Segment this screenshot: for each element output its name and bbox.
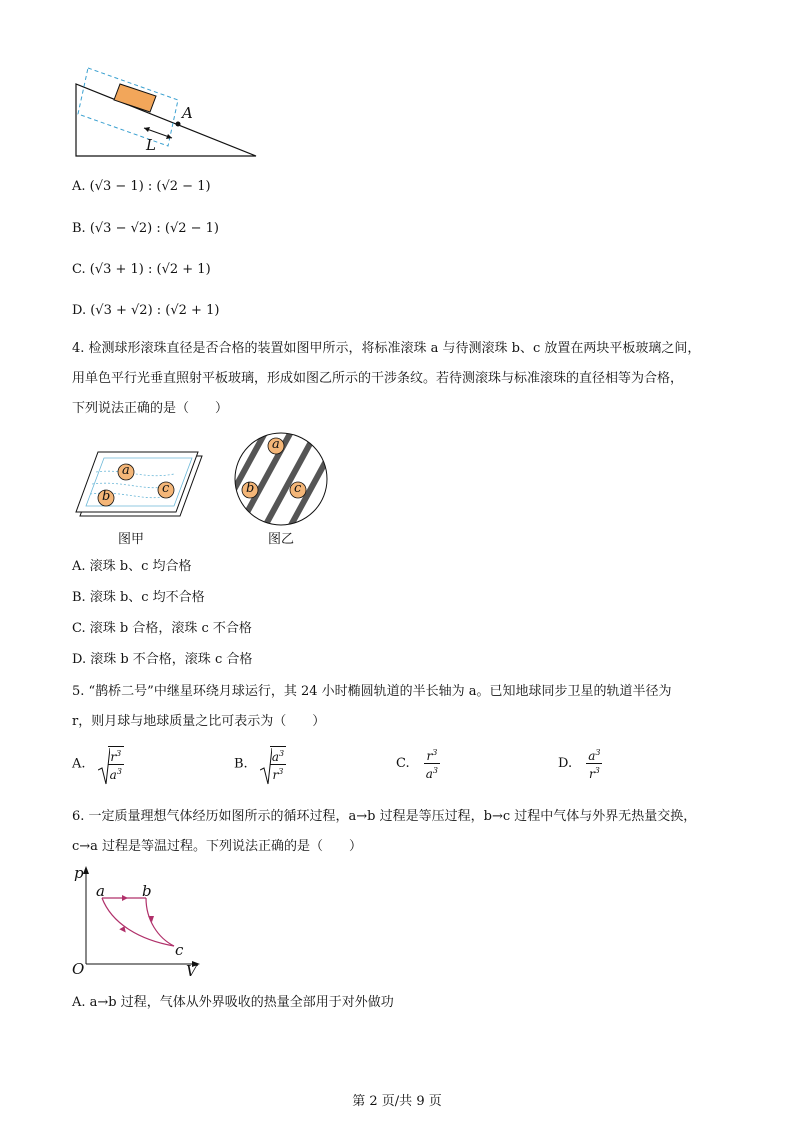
q4-option-c: C. 滚珠 b 合格，滚珠 c 不合格 <box>72 621 252 636</box>
q5-text-line2: r，则月球与地球质量之比可表示为（ ） <box>72 714 326 729</box>
q5-option-c: C. $\frac{r^3}{a^3}$ <box>396 748 439 781</box>
q3-option-b: B. (√3 − √2) : (√2 − 1) <box>72 221 219 236</box>
q5-option-a-letter: A. <box>72 756 86 772</box>
q4-text-line2: 用单色平行光垂直照射平板玻璃，形成如图乙所示的干涉条纹。若待测滚珠与标准滚珠的直径相等为合格， <box>72 371 684 386</box>
ball-label-c-left: c <box>162 481 170 496</box>
q4-option-a: A. 滚珠 b、c 均合格 <box>72 559 192 574</box>
q4-text-line3: 下列说法正确的是（ ） <box>72 401 229 416</box>
glass-plates-figure <box>74 450 214 524</box>
q6-text-line2: c→a 过程是等温过程。下列说法正确的是（ ） <box>72 839 363 854</box>
point-b-label: b <box>142 882 152 900</box>
fig-yi-caption: 图乙 <box>268 532 295 547</box>
q5-option-a: A. $\frac{r^3}{a^3}$ <box>72 746 124 782</box>
page-footer: 第 2 页/共 9 页 <box>352 1094 442 1109</box>
q5-option-b: B. $\frac{a^3}{r^3}$ <box>234 746 286 782</box>
ball-label-a-right: a <box>272 437 280 452</box>
interference-pattern-figure <box>232 430 330 528</box>
q6-option-a: A. a→b 过程，气体从外界吸收的热量全部用于对外做功 <box>72 995 394 1010</box>
q5-option-c-letter: C. <box>396 756 410 771</box>
label-L: L <box>146 136 156 154</box>
fig-jia-caption: 图甲 <box>118 532 145 547</box>
pv-diagram <box>70 864 210 974</box>
point-c-label: c <box>175 941 184 959</box>
q3-option-a: A. (√3 − 1) : (√2 − 1) <box>72 179 211 194</box>
q5-option-d: D. $\frac{a^3}{r^3}$ <box>558 748 601 781</box>
incline-figure <box>70 64 270 164</box>
q5-text-line1: 5. “鹊桥二号”中继星环绕月球运行，其 24 小时椭圆轨道的半长轴为 a。已知地球同步卫星的轨道半径为 <box>72 684 672 699</box>
q5-option-d-letter: D. <box>558 756 573 771</box>
q4-option-b: B. 滚珠 b、c 均不合格 <box>72 590 205 605</box>
ball-label-b-left: b <box>102 489 111 504</box>
q3-option-c: C. (√3 + 1) : (√2 + 1) <box>72 262 211 277</box>
q5-option-b-letter: B. <box>234 756 248 772</box>
q4-option-d: D. 滚珠 b 不合格，滚珠 c 合格 <box>72 652 253 667</box>
axis-p-label: p <box>74 864 84 882</box>
point-a-label: a <box>96 882 105 900</box>
q6-text-line1: 6. 一定质量理想气体经历如图所示的循环过程，a→b 过程是等压过程，b→c 过程中气体与外界无热量交换， <box>72 809 697 824</box>
ball-label-a-left: a <box>122 463 130 478</box>
axis-v-label: V <box>186 962 197 980</box>
origin-label: O <box>72 960 85 978</box>
ball-label-c-right: c <box>294 481 302 496</box>
label-A: A <box>182 104 193 122</box>
q3-option-d: D. (√3 + √2) : (√2 + 1) <box>72 303 220 318</box>
ball-label-b-right: b <box>246 481 255 496</box>
q4-text-line1: 4. 检测球形滚珠直径是否合格的装置如图甲所示，将标准滚珠 a 与待测滚珠 b、c 放置在两块平板玻璃之间， <box>72 341 701 356</box>
